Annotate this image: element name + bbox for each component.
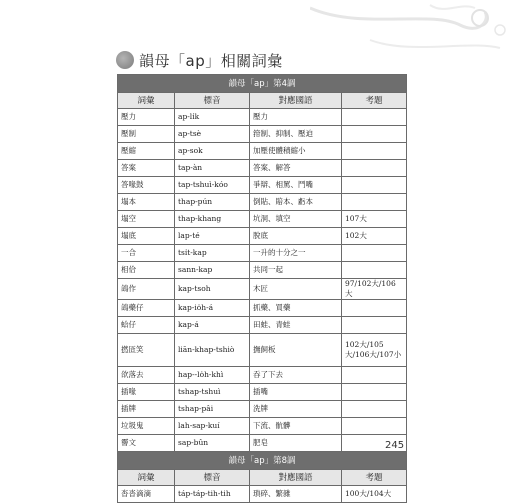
cell-exam (342, 317, 407, 334)
decorative-swirl (310, 0, 520, 62)
cell-word: 塌本 (118, 194, 175, 211)
cell-word: 壓縮 (118, 143, 175, 160)
cell-word: 霫文 (118, 435, 175, 452)
table-row (118, 262, 407, 279)
cell-word: 壓制 (118, 126, 175, 143)
cell-exam (342, 384, 407, 401)
cell-word: 鴿藥仔 (118, 300, 175, 317)
cell-exam (342, 177, 407, 194)
cell-word: 壓力 (118, 109, 175, 126)
cell-word: 撚匼笑 (118, 334, 175, 367)
table-row (118, 418, 407, 435)
cell-word: 答案 (118, 160, 175, 177)
cell-mandarin: 插嘴 (250, 384, 342, 401)
cell-mandarin: 木匠 (250, 279, 342, 300)
cell-word: 答喙鼓 (118, 177, 175, 194)
cell-mandarin: 加壓使體積縮小 (250, 143, 342, 160)
cell-mandarin: 爭辯、相罵、鬥嘴 (250, 177, 342, 194)
cell-romanization: lah-sap-kuí (175, 418, 250, 435)
table-row (118, 245, 407, 262)
cell-romanization: sann-kap (175, 262, 250, 279)
cell-word: 欱落去 (118, 367, 175, 384)
bullet-icon (116, 51, 134, 69)
table-row (118, 143, 407, 160)
cell-romanization: thap-pún (175, 194, 250, 211)
table-row (118, 384, 407, 401)
column-header: 標音 (175, 93, 250, 109)
cell-romanization: tap-tshuì-kóo (175, 177, 250, 194)
cell-exam (342, 245, 407, 262)
cell-romanization: ap-li̍k (175, 109, 250, 126)
cell-romanization: ap-tsè (175, 126, 250, 143)
cell-mandarin: 肥皂 (250, 435, 342, 452)
section-header: 韻母「ap」第8調 (118, 452, 407, 470)
column-header: 考題 (342, 470, 407, 486)
table-row (118, 126, 407, 143)
cell-romanization: tap-àn (175, 160, 250, 177)
column-header: 對應國語 (250, 93, 342, 109)
table-row (118, 334, 407, 367)
table-row (118, 435, 407, 452)
table-row (118, 279, 407, 300)
cell-mandarin: 抓藥、買藥 (250, 300, 342, 317)
column-header: 對應國語 (250, 470, 342, 486)
cell-word: 蛤仔 (118, 317, 175, 334)
cell-mandarin: 吞了下去 (250, 367, 342, 384)
cell-romanization: liān-khap-tshiò (175, 334, 250, 367)
cell-word: 垃圾鬼 (118, 418, 175, 435)
cell-exam (342, 401, 407, 418)
cell-word: 相佮 (118, 262, 175, 279)
table-row (118, 300, 407, 317)
cell-romanization: tshap-pâi (175, 401, 250, 418)
cell-exam (342, 418, 407, 435)
cell-mandarin: 共同一起 (250, 262, 342, 279)
cell-word: 插喙 (118, 384, 175, 401)
cell-exam: 100大/104大 (342, 486, 407, 503)
section-header: 韻母「ap」第4調 (118, 75, 407, 93)
cell-exam (342, 160, 407, 177)
column-header: 考題 (342, 93, 407, 109)
cell-word: 塌空 (118, 211, 175, 228)
cell-romanization: ap-sok (175, 143, 250, 160)
cell-exam: 97/102大/106大 (342, 279, 407, 300)
cell-mandarin: 脫底 (250, 228, 342, 245)
page-heading (116, 48, 283, 72)
cell-word: 塌底 (118, 228, 175, 245)
cell-mandarin: 田蛙、青蛙 (250, 317, 342, 334)
cell-romanization: tshap-tshuì (175, 384, 250, 401)
table-row (118, 401, 407, 418)
cell-mandarin: 瑣碎、繁雜 (250, 486, 342, 503)
table-row (118, 194, 407, 211)
cell-word: 鴿作 (118, 279, 175, 300)
cell-romanization: lap-té (175, 228, 250, 245)
cell-romanization: thap-khang (175, 211, 250, 228)
cell-exam (342, 367, 407, 384)
cell-mandarin: 箝制、抑制、壓迫 (250, 126, 342, 143)
cell-exam (342, 262, 407, 279)
table-row (118, 177, 407, 194)
cell-mandarin: 答案、解答 (250, 160, 342, 177)
cell-exam (342, 300, 407, 317)
cell-mandarin: 撫飼板 (250, 334, 342, 367)
cell-exam: 102大 (342, 228, 407, 245)
cell-exam (342, 109, 407, 126)
vocabulary-table (117, 74, 407, 503)
cell-mandarin: 倒貼、賠本、虧本 (250, 194, 342, 211)
cell-mandarin: 坑洞、填空 (250, 211, 342, 228)
table-row (118, 317, 407, 334)
cell-exam (342, 126, 407, 143)
page-number: 245 (385, 440, 405, 451)
cell-romanization: táp-táp-tih-tih (175, 486, 250, 503)
cell-romanization: hap--lo̍h-khì (175, 367, 250, 384)
cell-exam (342, 143, 407, 160)
cell-mandarin: 一升的十分之一 (250, 245, 342, 262)
page-title: 韻母「ap」相關詞彙 (139, 51, 283, 70)
cell-exam (342, 194, 407, 211)
table-row (118, 109, 407, 126)
cell-romanization: tsi̍t-kap (175, 245, 250, 262)
column-header: 詞彙 (118, 93, 175, 109)
table-row (118, 211, 407, 228)
cell-word: 沓沓滴滴 (118, 486, 175, 503)
column-header: 標音 (175, 470, 250, 486)
cell-mandarin: 壓力 (250, 109, 342, 126)
cell-mandarin: 洗牌 (250, 401, 342, 418)
cell-word: 插牌 (118, 401, 175, 418)
cell-romanization: kap-io̍h-á (175, 300, 250, 317)
cell-exam: 107大 (342, 211, 407, 228)
column-header: 詞彙 (118, 470, 175, 486)
cell-romanization: sap-bûn (175, 435, 250, 452)
cell-romanization: kap-tsoh (175, 279, 250, 300)
table-row (118, 228, 407, 245)
cell-exam: 102大/105大/106大/107小 (342, 334, 407, 367)
cell-word: 一合 (118, 245, 175, 262)
cell-mandarin: 下流、骯髒 (250, 418, 342, 435)
cell-romanization: kap-á (175, 317, 250, 334)
table-row (118, 160, 407, 177)
table-row (118, 367, 407, 384)
